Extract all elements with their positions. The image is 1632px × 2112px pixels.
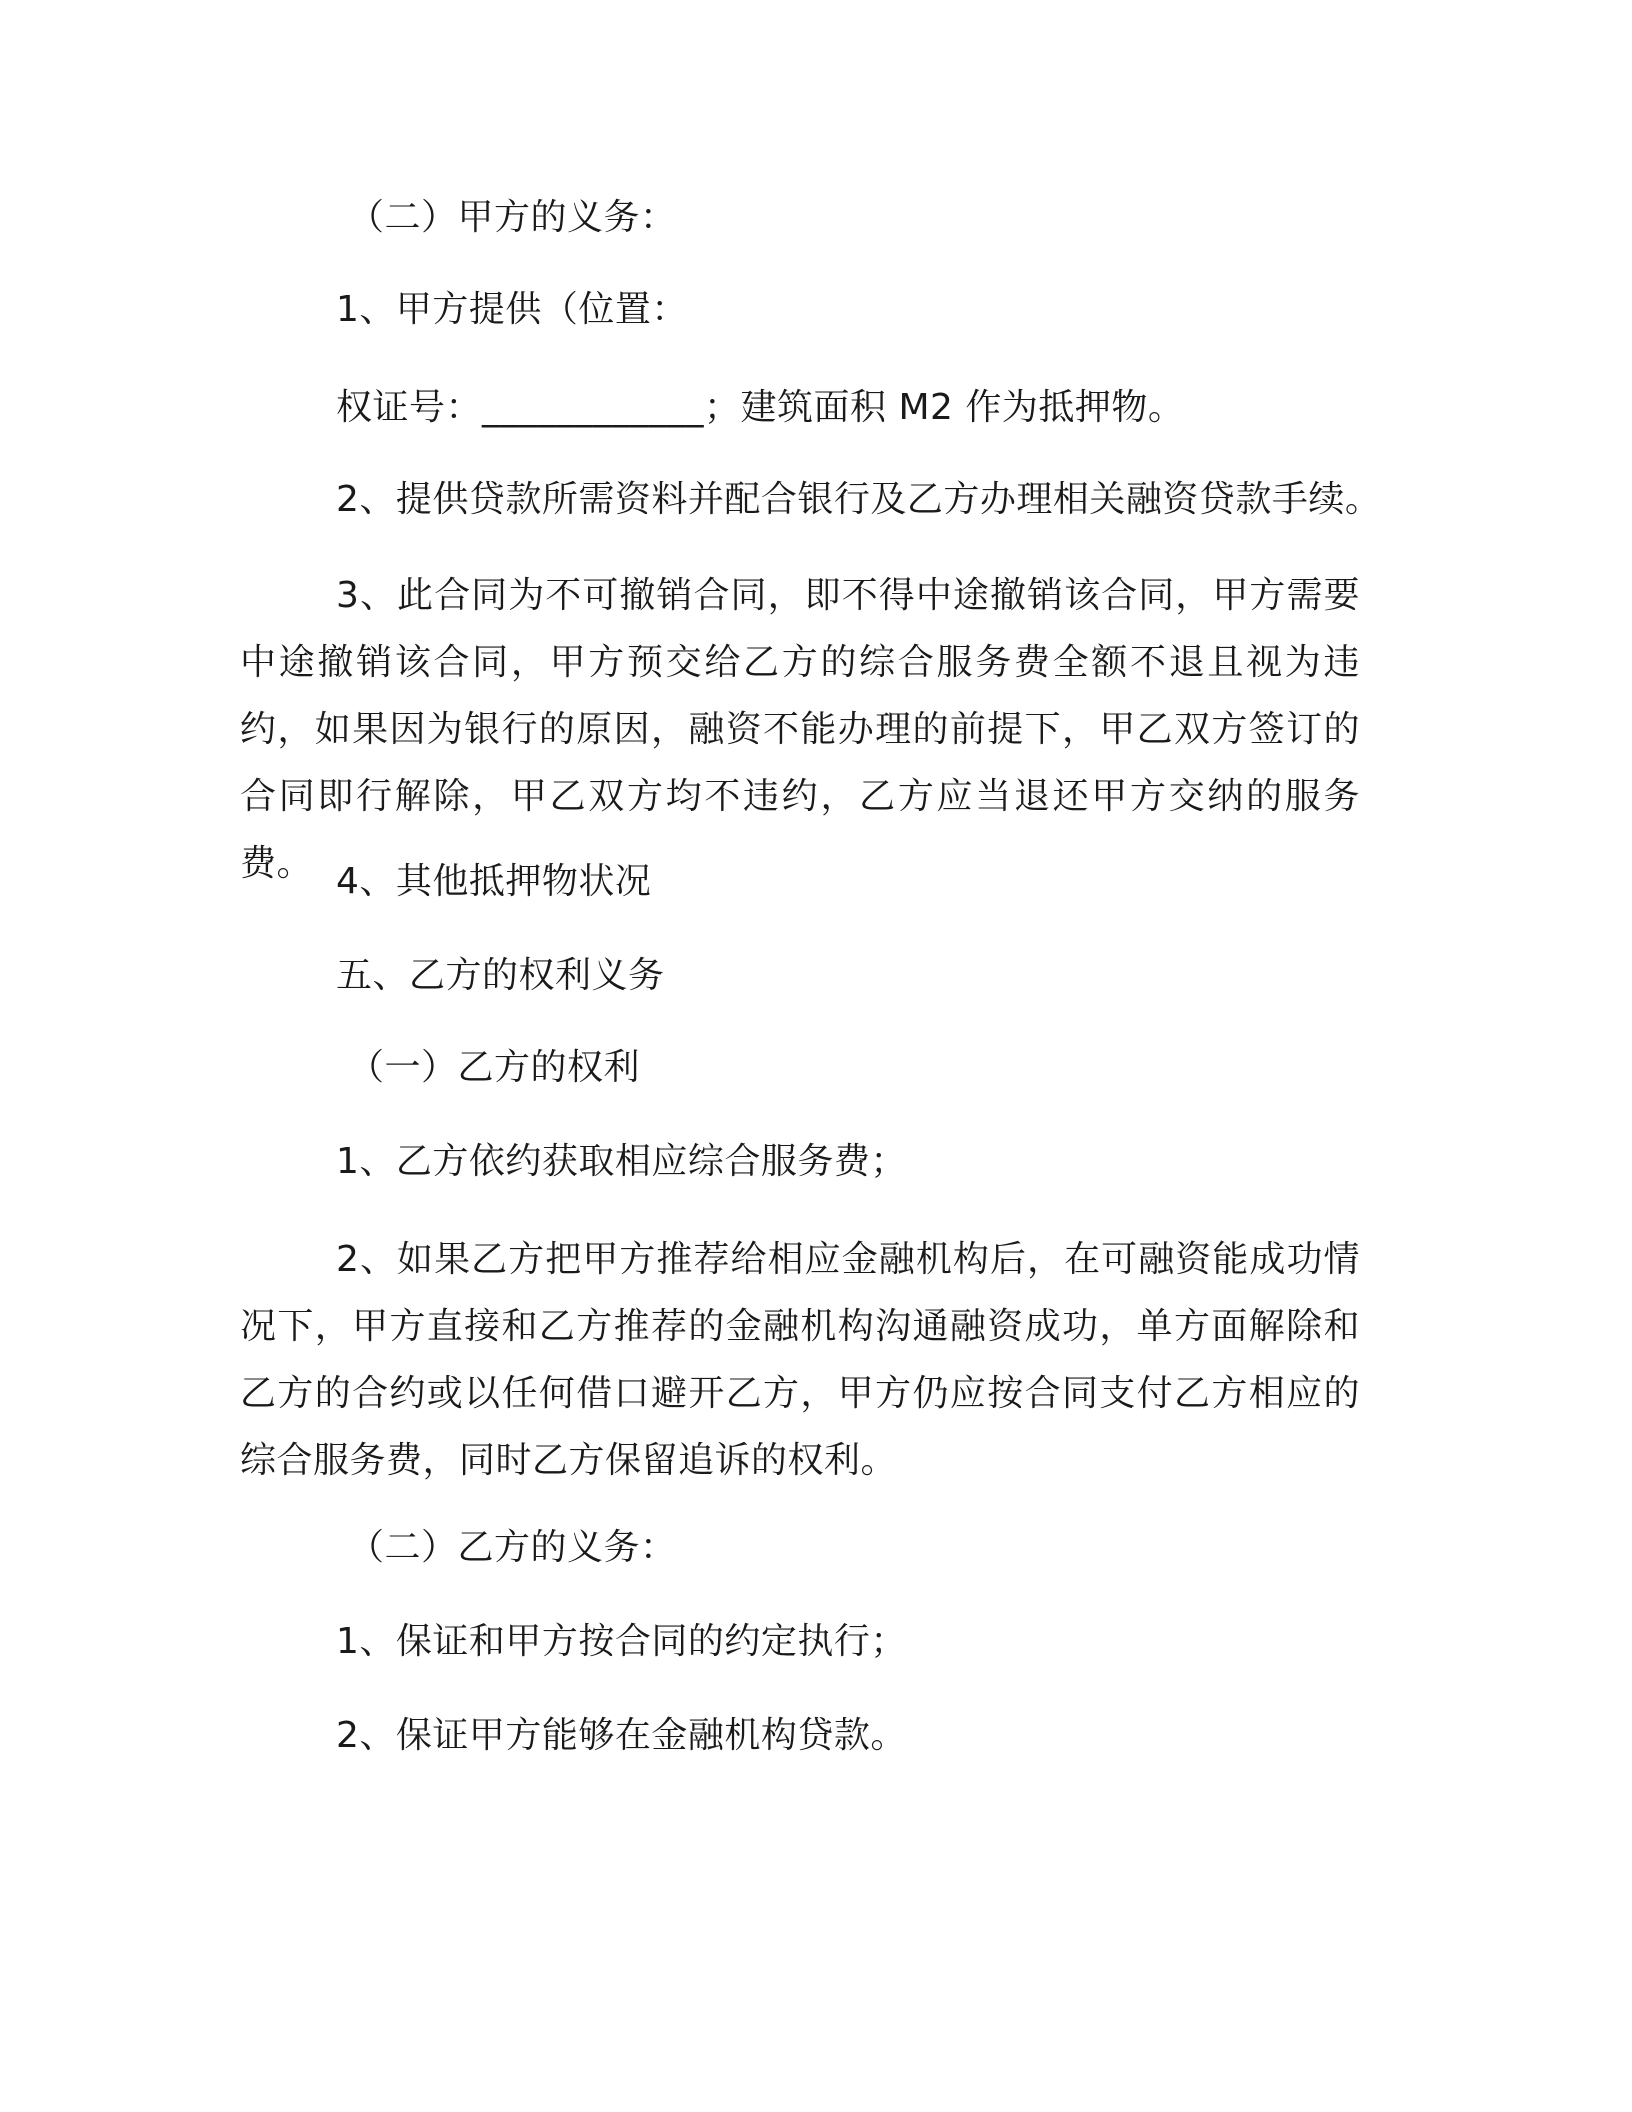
item-3-irrevocable-contract: 3、此合同为不可撤销合同，即不得中途撤销该合同，甲方需要中途撤销该合同，甲方预交给乙方的综合服务费全额不退且视为违约，如果因为银行的原因，融资不能办理的前提下，甲乙双方签订的合同即行解除，甲乙双方均不违约，乙方应当退还甲方交纳的服务费。 xyxy=(240,575,1360,884)
item-2-referral-clause: 2、如果乙方把甲方推荐给相应金融机构后，在可融资能成功情况下，甲方直接和乙方推荐的金融机构沟通融资成功，单方面解除和乙方的合约或以任何借口避开乙方，甲方仍应按合同支付乙方相应的综合服务费，同时乙方保留追诉的权利。 xyxy=(240,1239,1360,1481)
item-1-service-fee: 1、乙方依约获取相应综合服务费； xyxy=(336,1141,907,1182)
item-4-other-collateral: 4、其他抵押物状况 xyxy=(336,861,652,902)
item-2-provide-materials: 2、提供贷款所需资料并配合银行及乙方办理相关融资贷款手续。 xyxy=(336,479,1382,520)
section-heading-party-a-obligations: （二）甲方的义务： xyxy=(348,197,677,238)
item-1-party-a-provides: 1、甲方提供（位置： xyxy=(336,289,688,330)
property-certificate-line: 权证号：____________；建筑面积 M2 作为抵押物。 xyxy=(336,387,1185,428)
item-2-guarantee-loan: 2、保证甲方能够在金融机构贷款。 xyxy=(336,1715,907,1756)
item-1-guarantee-execution: 1、保证和甲方按合同的约定执行； xyxy=(336,1621,907,1662)
section-heading-party-b-rights: （一）乙方的权利 xyxy=(348,1047,641,1088)
section-5-party-b-rights-obligations: 五、乙方的权利义务 xyxy=(336,955,665,996)
section-heading-party-b-obligations: （二）乙方的义务： xyxy=(348,1527,677,1568)
